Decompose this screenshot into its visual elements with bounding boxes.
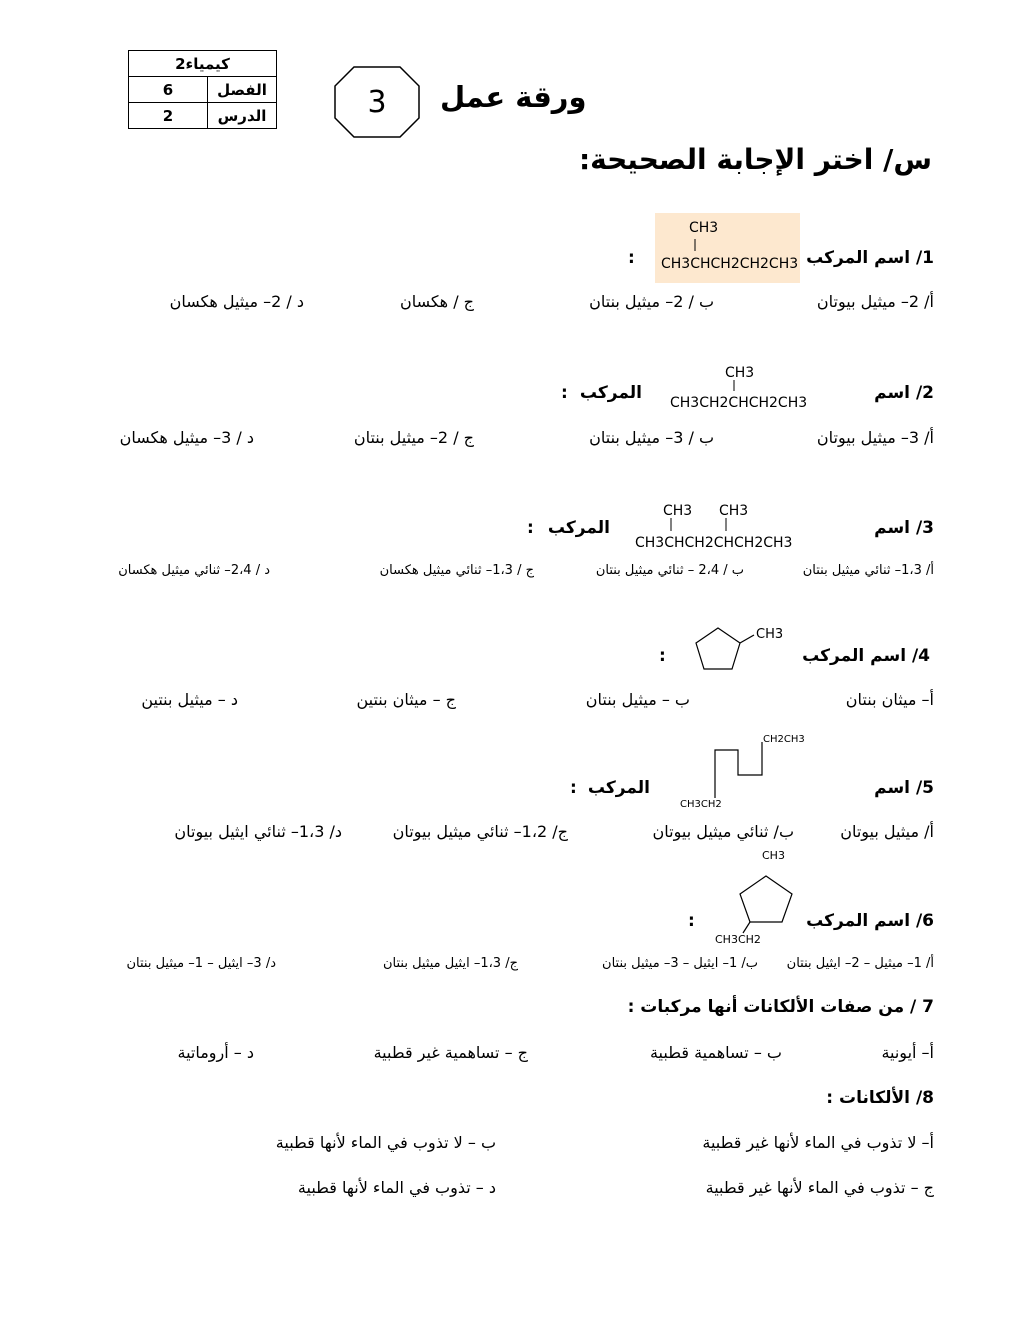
question-7 <box>628 997 934 1017</box>
formula-q5 <box>678 728 813 814</box>
instruction-heading: س/ اختر الإجابة الصحيحة: <box>578 143 932 176</box>
question-6 <box>806 911 934 931</box>
question-number: 6/ <box>915 911 934 931</box>
option-a[interactable]: أ– أيونية <box>881 1043 934 1062</box>
option-a[interactable]: أ/ 1– ميثيل – 2– ايثيل بنتان <box>786 956 934 971</box>
option-d[interactable]: د – ميثيل بنتين <box>141 690 238 709</box>
option-a[interactable]: أ/ 1،3– ثنائي ميثيل بنتان <box>802 563 934 578</box>
worksheet-number-badge <box>334 66 420 138</box>
question-number: 5/ <box>915 778 934 798</box>
question-text: الألكانات : <box>826 1088 911 1108</box>
question-colon: : <box>628 248 635 268</box>
lesson-label: الدرس <box>208 103 277 129</box>
cyclopentane-ring <box>740 876 792 922</box>
question-number: 7 <box>922 997 934 1017</box>
option-b[interactable]: ب / 2– ميثيل بنتان <box>589 292 714 311</box>
question-text-compound: المركب <box>579 383 642 403</box>
formula-q3-top-1: CH3 <box>663 503 693 519</box>
question-number: 1/ <box>915 248 934 268</box>
question-colon: : <box>659 646 666 666</box>
formula-q2-top: CH3 <box>725 365 755 381</box>
option-d[interactable]: د/ 3– ايثيل – 1– ميثيل بنتان <box>126 956 276 971</box>
formula-q6-bottom: CH3CH2 <box>715 933 761 946</box>
option-c[interactable]: ج – تساهمية غير قطبية <box>373 1043 528 1062</box>
formula-q6-top: CH3 <box>762 849 785 862</box>
option-d[interactable]: د – أروماتية <box>177 1043 254 1062</box>
worksheet-title: ورقة عمل <box>440 80 587 114</box>
question-text: اسم <box>874 383 911 403</box>
question-text: اسم <box>874 518 911 538</box>
question-2 <box>874 383 934 403</box>
question-number: 4/ <box>911 646 930 666</box>
option-c[interactable]: ج / 2– ميثيل بنتان <box>353 428 474 447</box>
question-4 <box>802 646 930 666</box>
question-5 <box>874 778 934 798</box>
question-text: اسم المركب <box>806 911 911 931</box>
formula-q5-bottom: CH3CH2 <box>680 799 722 810</box>
formula-q1-main: CH3CHCH2CH2CH3 <box>661 256 799 272</box>
question-number: 2/ <box>915 383 934 403</box>
question-text: اسم <box>874 778 911 798</box>
option-a[interactable]: أ– لا تذوب في الماء لأنها غير قطبية <box>702 1133 934 1152</box>
option-b[interactable]: ب / 2،4 – ثنائي ميثيل بنتان <box>595 563 744 578</box>
option-c[interactable]: ج – تذوب في الماء لأنها غير قطبية <box>705 1178 934 1197</box>
info-table <box>128 50 277 129</box>
formula-q3 <box>633 498 808 554</box>
question-colon: : <box>570 778 577 798</box>
option-b[interactable]: ب/ 1– ايثيل – 3– ميثيل بنتان <box>602 956 758 971</box>
chapter-value: 6 <box>129 77 208 103</box>
option-d[interactable]: د / 2،4– ثنائي ميثيل هكسان <box>118 563 270 578</box>
option-b[interactable]: ب – لا تذوب في الماء لأنها قطبية <box>275 1133 496 1152</box>
formula-q4 <box>690 622 795 680</box>
question-number: 3/ <box>915 518 934 538</box>
formula-q3-main: CH3CHCH2CHCH2CH3 <box>635 535 793 551</box>
formula-q5-top: CH2CH3 <box>763 734 805 745</box>
question-text: / من صفات الألكانات أنها مركبات : <box>627 997 917 1017</box>
question-number: 8/ <box>915 1088 934 1108</box>
question-text: اسم المركب <box>802 646 907 666</box>
question-text-compound: المركب <box>547 518 610 538</box>
question-colon: : <box>561 383 568 403</box>
option-d[interactable]: د / 3– ميثيل هكسان <box>119 428 254 447</box>
formula-q2-main: CH3CH2CHCH2CH3 <box>670 395 808 411</box>
option-a[interactable]: أ– ميثان بنتان <box>845 690 934 709</box>
chain-bonds <box>715 742 762 798</box>
question-8 <box>826 1088 934 1108</box>
formula-q4-sub: CH3 <box>756 627 784 642</box>
question-colon: : <box>688 911 695 931</box>
option-c[interactable]: ج / هكسان <box>399 292 474 311</box>
lesson-value: 2 <box>129 103 208 129</box>
question-colon: : <box>527 518 534 538</box>
option-c[interactable]: ج/ 1،2– ثنائي ميثيل بيوتان <box>392 822 568 841</box>
question-1 <box>806 248 934 268</box>
subject-cell: 2كيمياء <box>129 51 277 77</box>
option-d[interactable]: د – تذوب في الماء لأنها قطبية <box>297 1178 496 1197</box>
worksheet-number: 3 <box>367 85 387 120</box>
formula-q1 <box>655 213 800 283</box>
option-a[interactable]: أ/ 2– ميثيل بيوتان <box>816 292 934 311</box>
question-text-compound: المركب <box>587 778 650 798</box>
option-c[interactable]: ج – ميثان بنتين <box>356 690 456 709</box>
option-b[interactable]: ب – ميثيل بنتان <box>585 690 690 709</box>
chapter-label: الفصل <box>208 77 277 103</box>
option-b[interactable]: ب/ ثنائي ميثيل بيوتان <box>652 822 794 841</box>
formula-q6 <box>712 846 802 948</box>
option-c[interactable]: ج / 1،3– ثنائي ميثيل هكسان <box>379 563 534 578</box>
question-3 <box>874 518 934 538</box>
formula-q2 <box>668 360 808 414</box>
formula-q1-top: CH3 <box>689 220 719 236</box>
question-text: اسم المركب <box>806 248 911 268</box>
option-d[interactable]: د/ 1،3– ثنائي ايثيل بيوتان <box>174 822 342 841</box>
option-b[interactable]: ب – تساهمية قطبية <box>649 1043 782 1062</box>
formula-q3-top-2: CH3 <box>719 503 749 519</box>
option-d[interactable]: د / 2– ميثيل هكسان <box>169 292 304 311</box>
option-b[interactable]: ب / 3– ميثيل بنتان <box>589 428 714 447</box>
option-c[interactable]: ج/ 1،3– ايثيل ميثيل بنتان <box>382 956 518 971</box>
cyclopentane-ring <box>696 628 740 669</box>
option-a[interactable]: أ/ ميثيل بيوتان <box>840 822 934 841</box>
option-a[interactable]: أ/ 3– ميثيل بيوتان <box>816 428 934 447</box>
